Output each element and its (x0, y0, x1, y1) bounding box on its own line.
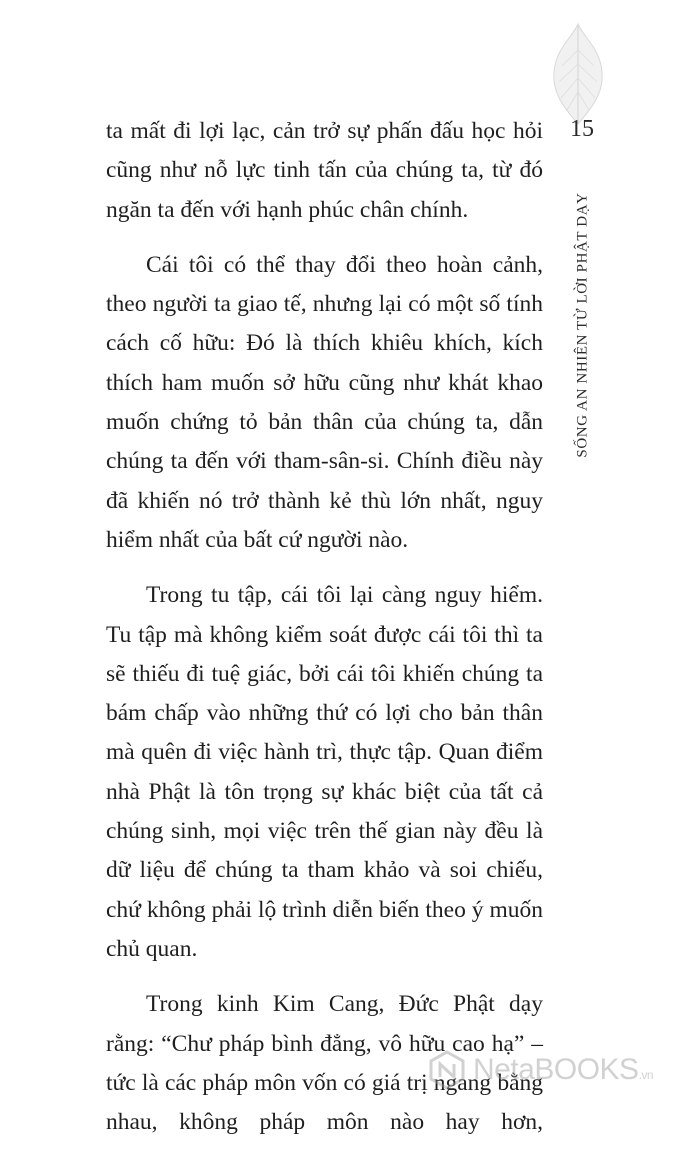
paragraph: Trong tu tập, cái tôi lại càng nguy hiểm. Tu tập mà không kiểm soát được cái tôi thì ta sẽ thiếu đi tuệ giác, bởi cái tôi khiến chúng ta bám chấp vào những thứ có lợi cho bản thân mà quên đi việc hành trì, thực tập. Quan điểm nhà Phật là tôn trọng sự khác biệt của tất cả chúng sinh, mọi việc trên thế gian này đều là dữ liệu để chúng ta tham khảo và soi chiếu, chứ không phải lộ trình diễn biến theo ý muốn chủ quan. (106, 582, 543, 962)
body-text (106, 112, 543, 1158)
page-number: 15 (570, 116, 594, 142)
paragraph: Cái tôi có thể thay đổi theo hoàn cảnh, theo người ta giao tế, nhưng lại có một số tính cách cố hữu: Đó là thích khiêu khích, kích thích ham muốn sở hữu cũng như khát khao muốn chứng tỏ bản thân của chúng ta, dẫn chúng ta đến với tham-sân-si. Chính điều này đã khiến nó trở thành kẻ thù lớn nhất, nguy hiểm nhất của bất cứ người nào. (106, 251, 543, 553)
watermark-brand: NetaBOOKS (473, 1053, 639, 1086)
bodhi-leaf-icon (548, 20, 608, 130)
paragraph: ta mất đi lợi lạc, cản trở sự phấn đấu học hỏi cũng như nỗ lực tinh tấn của chúng ta, từ đó ngăn ta đến với hạnh phúc chân chính. (106, 118, 543, 223)
watermark-text (473, 1053, 653, 1087)
running-head: SỐNG AN NHIÊN TỪ LỜI PHẬT DẠY (574, 192, 591, 458)
neta-logo-icon (427, 1050, 467, 1090)
watermark-suffix: .vn (638, 1068, 654, 1082)
watermark (427, 1048, 653, 1092)
paragraph: Trong kinh Kim Cang, Đức Phật dạy rằng: “Chư pháp bình đẳng, vô hữu cao hạ” – tức là các pháp môn vốn có giá trị ngang bằng nhau, không pháp môn nào hay hơn, (106, 991, 543, 1136)
